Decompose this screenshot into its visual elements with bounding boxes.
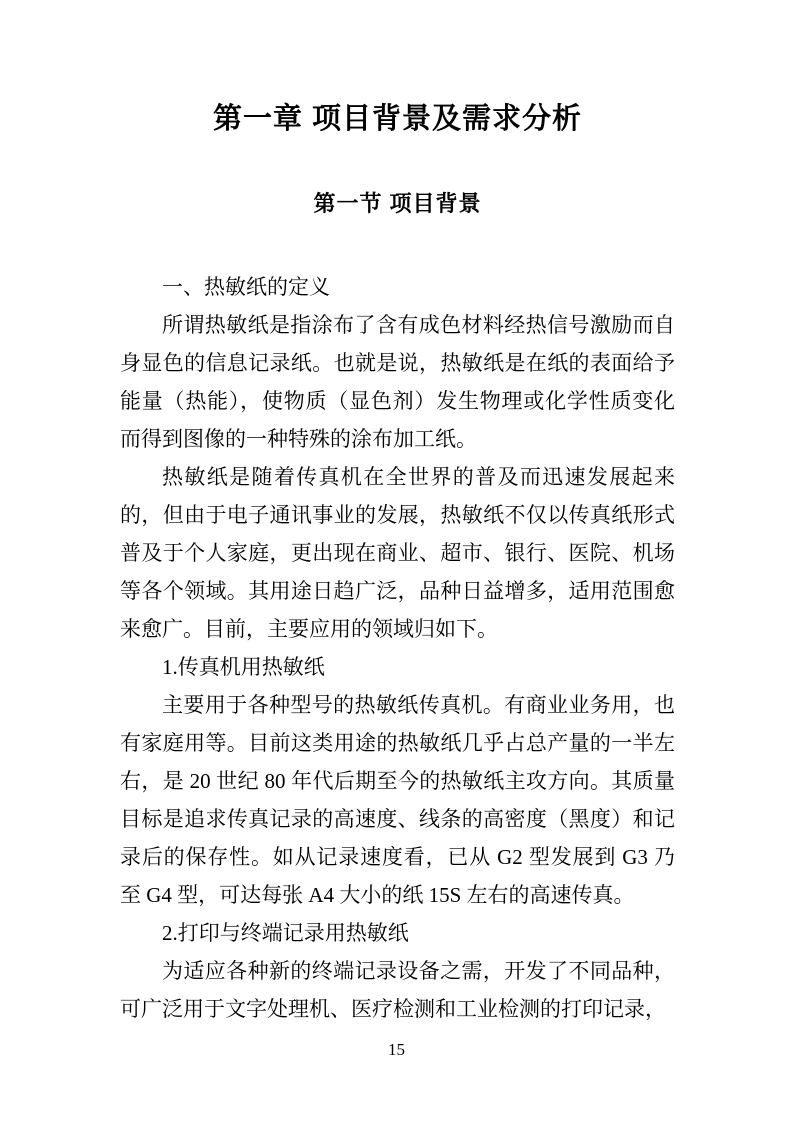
- chapter-title: 第一章 项目背景及需求分析: [212, 103, 583, 135]
- paragraph-fax-heading: 1.传真机用热敏纸: [162, 655, 325, 679]
- section-title: 第一节 项目背景: [313, 191, 482, 216]
- paragraph-definition-body: 所谓热敏纸是指涂布了含有成色材料经热信号激励而自身显色的信息记录纸。也就是说，热敏纸是在纸的表面给予能量（热能），使物质（显色剂）发生物理或化学性质变化而得到图像的一种特殊的涂布加工纸。: [120, 313, 675, 451]
- page-number: 15: [388, 1040, 405, 1059]
- paragraph-fax-body: 主要用于各种型号的热敏纸传真机。有商业业务用，也有家庭用等。目前这类用途的热敏纸几乎占总产量的一半左右，是 20 世纪 80 年代后期至今的热敏纸主攻方向。其质量目标是追求传真记录的高速度、线条的高密度（黑度）和记录后的保存性。如从记录速度看，已从 G2 型发展到 G3 乃至 G4 型，可达每张 A4 大小的纸 15S 左右的高速传真。: [120, 693, 675, 907]
- paragraph-print-body: 为适应各种新的终端记录设备之需，开发了不同品种，可广泛用于文字处理机、医疗检测和工业检测的打印记录，: [120, 959, 675, 1021]
- paragraph-development-body: 热敏纸是随着传真机在全世界的普及而迅速发展起来的，但由于电子通讯事业的发展，热敏纸不仅以传真纸形式普及于个人家庭，更出现在商业、超市、银行、医院、机场等各个领域。其用途日趋广泛，品种日益增多，适用范围愈来愈广。目前，主要应用的领域归如下。: [120, 465, 675, 641]
- document-body: [120, 268, 675, 1028]
- paragraph-definition-heading: 一、热敏纸的定义: [162, 275, 330, 299]
- paragraph-print-heading: 2.打印与终端记录用热敏纸: [162, 921, 409, 945]
